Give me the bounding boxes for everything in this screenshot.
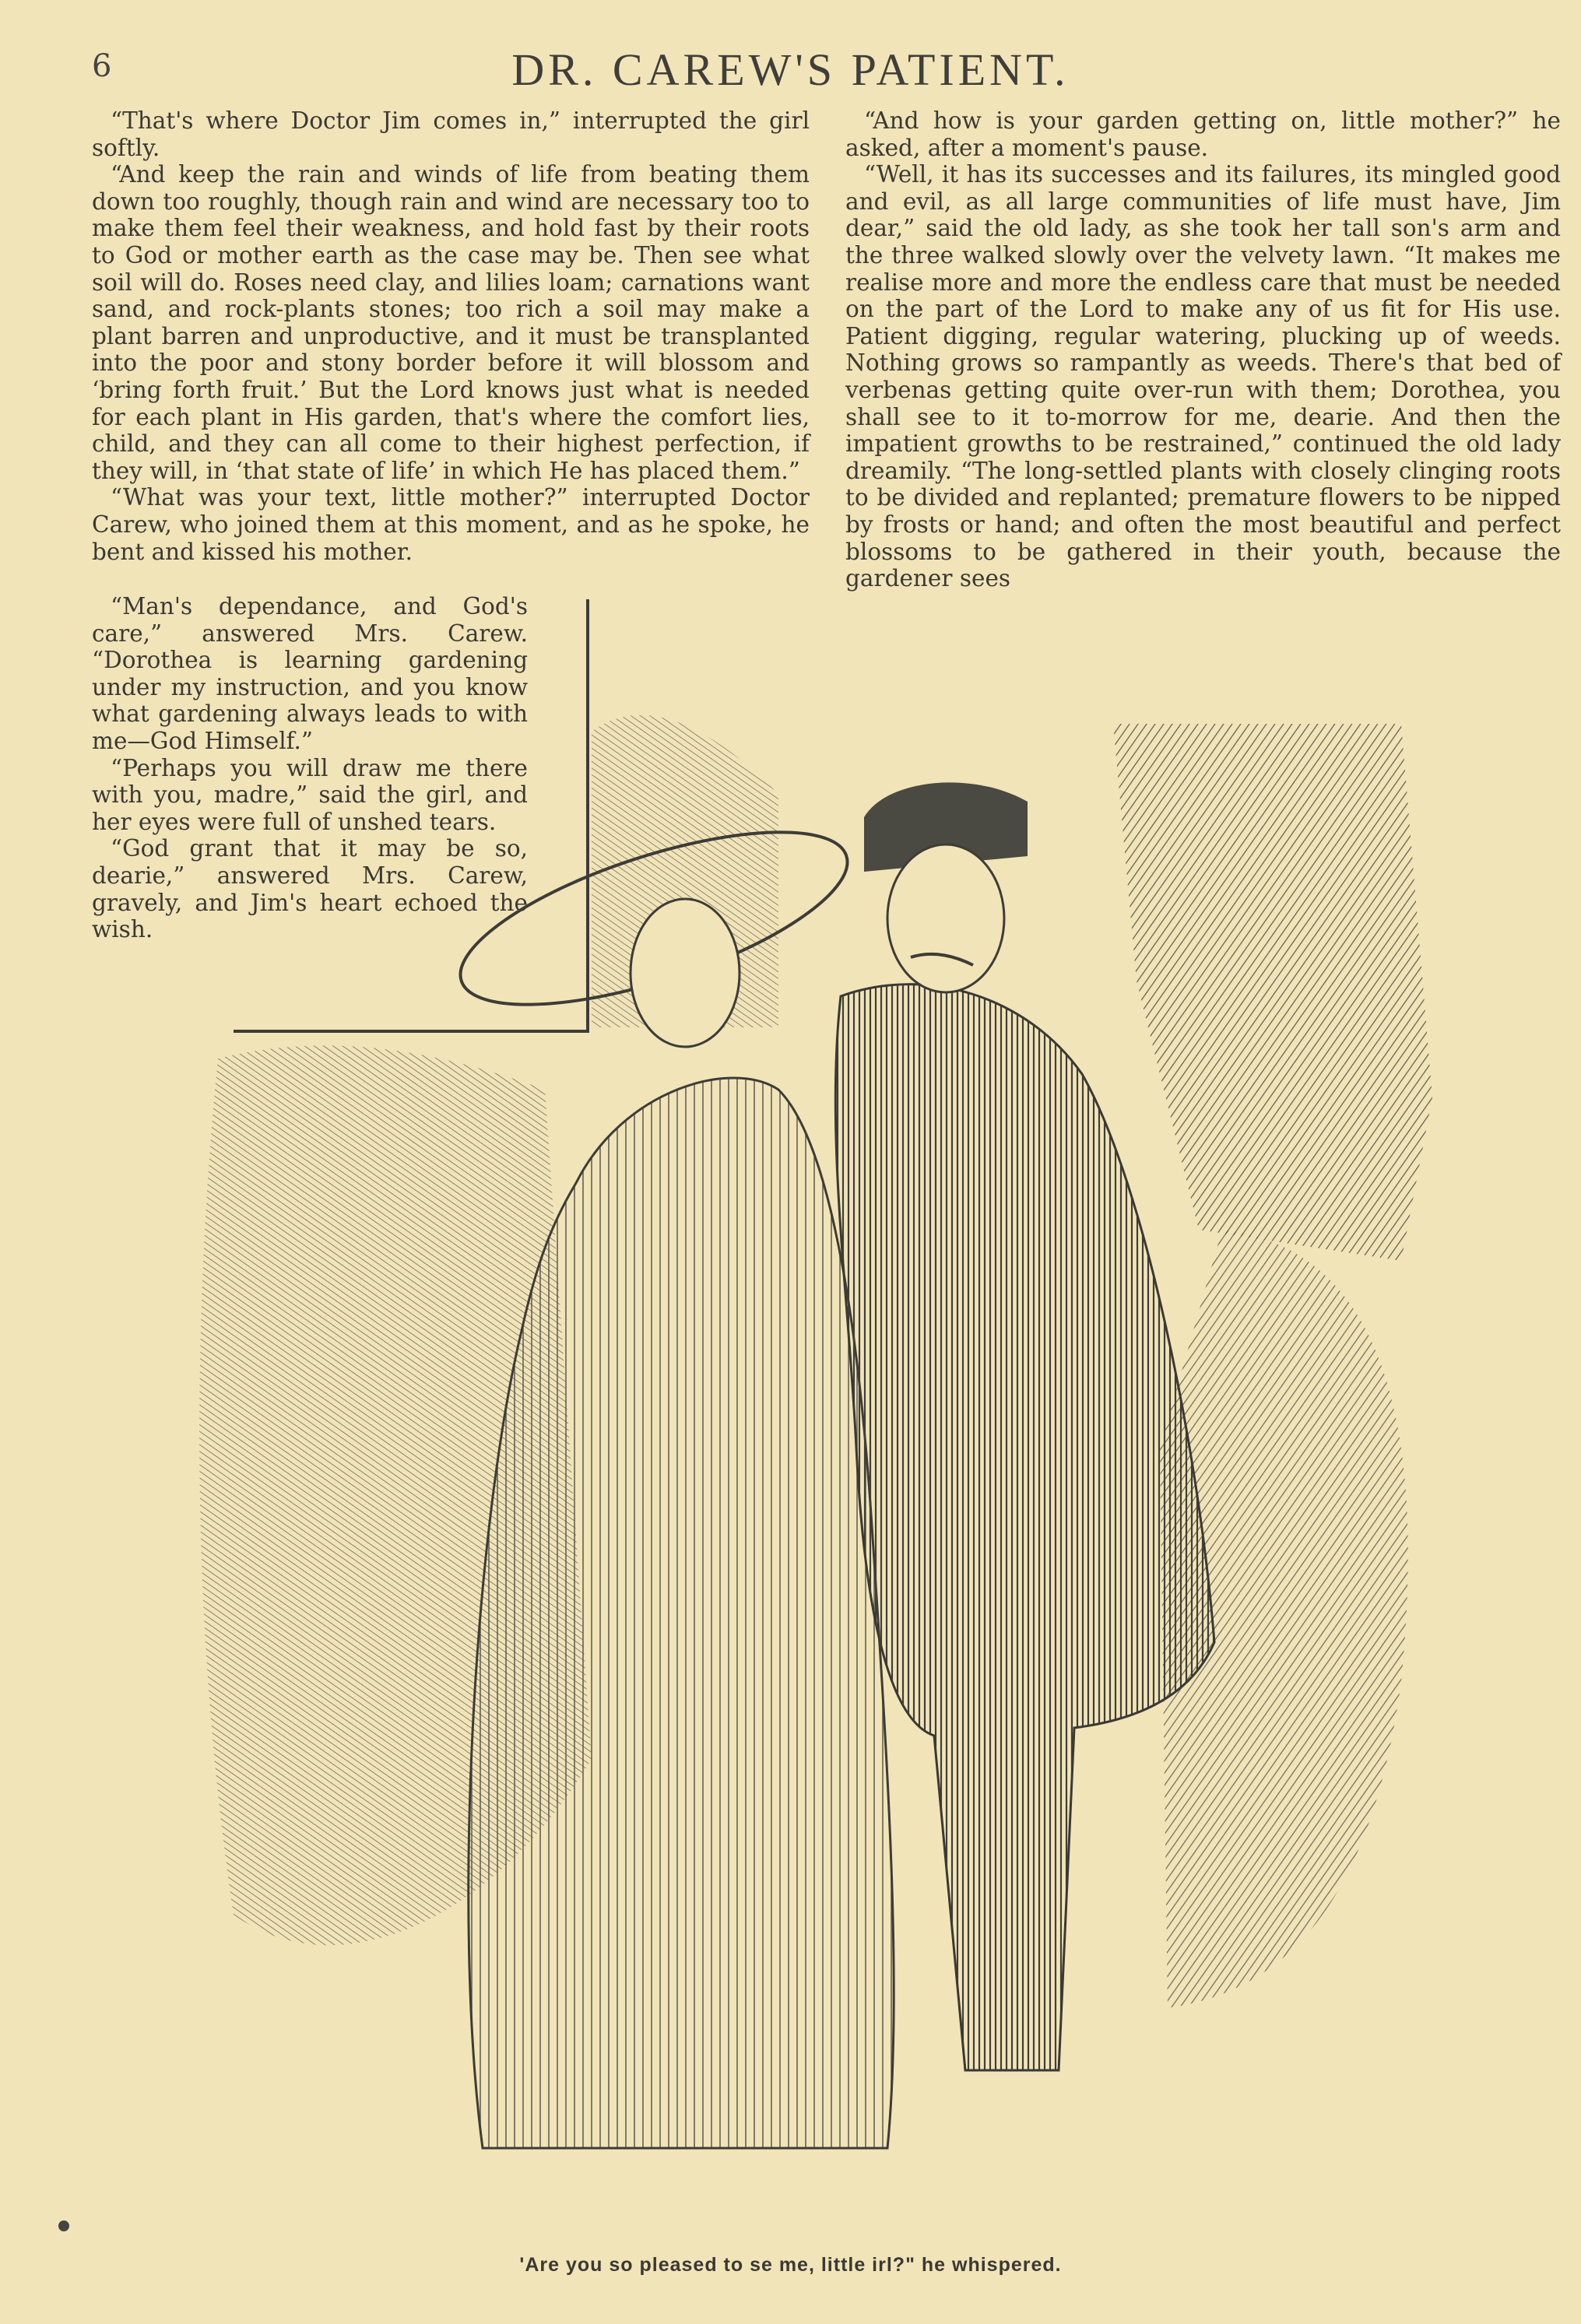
background-foliage	[1113, 724, 1432, 1261]
paragraph: “Well, it has its successes and its failures, its mingled good and evil, as all large communities of life must have, Jim dear,” said the old lady, as she took her tall son's arm and the three walked slowly over the velvety lawn. “It makes me realise more and more the endless care that must be needed on the part of the Lord to make any of us fit for His use. Patient digging, regular watering, plucking up of weeds. Nothing grows so rampantly as weeds. There's that bed of verbenas getting quite over-run with them; Dorothea, you shall see to it to-morrow for me, dearie. And then the impatient growths to be restrained,” continued the old lady dreamily. “The long-settled plants with closely clinging roots to be divided and replanted; premature flowers to be nipped by frosts or hand; and often the most beautiful and perfect blossoms to be gathered in their youth, because the gardener sees	[845, 161, 1561, 592]
paragraph: “And how is your garden getting on, little mother?” he asked, after a moment's pause.	[845, 107, 1561, 161]
paragraph: “Perhaps you will draw me there with you, madre,” said the girl, and her eyes were full of unshed tears.	[92, 754, 528, 835]
page-number: 6	[92, 48, 112, 84]
woman-face	[631, 899, 740, 1047]
paragraph: “Man's dependance, and God's care,” answered Mrs. Carew. “Dorothea is learning gardening under my instruction, and you know what gardening always leads to with me—God Himself.”	[92, 593, 528, 754]
left-column-top	[92, 107, 810, 565]
ink-dot	[58, 2220, 69, 2231]
engraving-illustration	[187, 592, 1448, 2179]
paragraph: “God grant that it may be so, dearie,” answered Mrs. Carew, gravely, and Jim's heart echoed the wish.	[92, 835, 528, 943]
right-column	[845, 107, 1561, 592]
man-face	[887, 844, 1004, 992]
paragraph: “That's where Doctor Jim comes in,” interrupted the girl softly.	[92, 107, 810, 161]
frame-line	[234, 599, 588, 1031]
running-head: DR. CAREW'S PATIENT.	[511, 44, 1070, 95]
paragraph: “What was your text, little mother?” interrupted Doctor Carew, who joined them at this moment, and as he spoke, he bent and kissed his mother.	[92, 484, 810, 565]
illustration-caption: 'Are you so pleased to se me, little irl?" he whispered.	[519, 2254, 1062, 2276]
paragraph: “And keep the rain and winds of life from beating them down too roughly, though rain and wind are necessary too to make them feel their weakness, and hold fast by their roots to God or mother earth as the case may be. Then see what soil will do. Roses need clay, and lilies loam; carnations want sand, and rock-plants stones; too rich a soil may make a plant barren and unproductive, and it must be transplanted into the poor and stony border before it will blossom and ‘bring forth fruit.’ But the Lord knows just what is needed for each plant in His garden, that's where the comfort lies, child, and they can all come to their highest perfection, if they will, in ‘that state of life’ in which He has placed them.”	[92, 161, 810, 484]
